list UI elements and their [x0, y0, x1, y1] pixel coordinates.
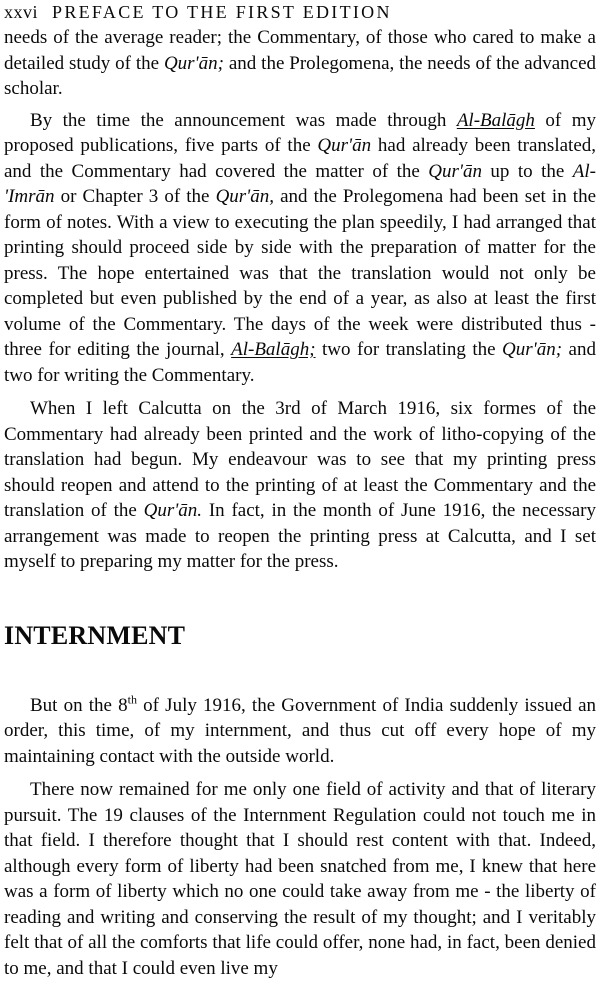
text-run: and the Prolegomena, the needs of the advanced scholar. — [4, 52, 596, 99]
paragraph-continued — [4, 25, 596, 102]
paragraph-calcutta — [4, 396, 596, 575]
section-heading: INTERNMENT — [4, 620, 186, 650]
italic-term: Qur'ān — [317, 135, 372, 156]
text-run: needs of the average reader; the Commentary, of those who cared to make a detailed study of the — [4, 27, 596, 74]
paragraph-internment-order — [4, 693, 596, 770]
text-run: of July 1916, the Government of India suddenly issued an order, this time, of my internment, and thus cut off every hope of my maintaining contact with the outside world. — [4, 694, 597, 767]
page-body — [4, 25, 596, 989]
text-run: and the Prolegomena had been set in the form of notes. With a view to executing the plan speedily, I had arranged that printing should proceed side by side with the preparation of matter for the press. The hope entertained was that the translation would not only be completed but even published by the end of a year, as also at least the first volume of the Commentary. The days of the week were distributed thus - three for editing the journal, — [4, 186, 596, 360]
italic-term: Qur'ān, — [215, 186, 274, 207]
italic-term: Al-'Imrān — [4, 160, 596, 207]
text-run: When I left Calcutta on the 3rd of March 1916, six formes of the Commentary had already been printed and the work of litho-copying of the translation had begun. My endeavour was to see that my printing press should reopen and attend to the printing of at least the Commentary and the translation of the — [4, 398, 596, 521]
text-run: or Chapter 3 of the — [54, 186, 216, 207]
italic-term: Qur'ān; — [163, 52, 224, 74]
italic-term: Qur'ān — [428, 160, 482, 182]
paragraph-literary-pursuit — [4, 777, 596, 981]
text-run: But on the 8 — [30, 694, 128, 716]
text-run: two for translating the — [315, 339, 503, 360]
text-run: In fact, in the month of June 1916, the necessary arrangement was made to reopen the printing press at Calcutta, and I set myself to preparing my matter for the press. — [4, 500, 596, 572]
running-head — [4, 0, 392, 24]
journal-title: Al-Balāgh — [456, 109, 535, 131]
italic-term: Qur'ān. — [143, 500, 203, 521]
running-title: PREFACE TO THE FIRST EDITION — [52, 2, 392, 22]
ordinal-superscript: th — [127, 692, 138, 707]
text-run: There now remained for me only one field of activity and that of literary pursuit. The 19 clauses of the Internment Regulation could not touch me in that field. I therefore thought that I should rest content with that. Indeed, although every form of liberty had been snatched from me, I knew that here was a form of liberty which no one could take away from me - the liberty of reading and writing and conserving the result of my thought; and I veritably felt that of all the comforts that life could offer, none had, in fact, been denied to me, and that I could even live my — [4, 779, 596, 979]
text-run: By the time the announcement was made through — [30, 109, 457, 131]
text-run: and two for writing the Commentary. — [4, 339, 596, 386]
journal-title: Al-Balāgh; — [231, 339, 316, 360]
italic-term: Qur'ān; — [502, 339, 563, 360]
page-number: xxvi — [4, 2, 39, 22]
text-run: up to the — [481, 160, 573, 182]
text-run: had already been translated, and the Commentary had covered the matter of the — [4, 135, 597, 182]
paragraph-announcement — [4, 108, 596, 389]
text-run: of my proposed publications, five parts of the — [4, 109, 596, 156]
